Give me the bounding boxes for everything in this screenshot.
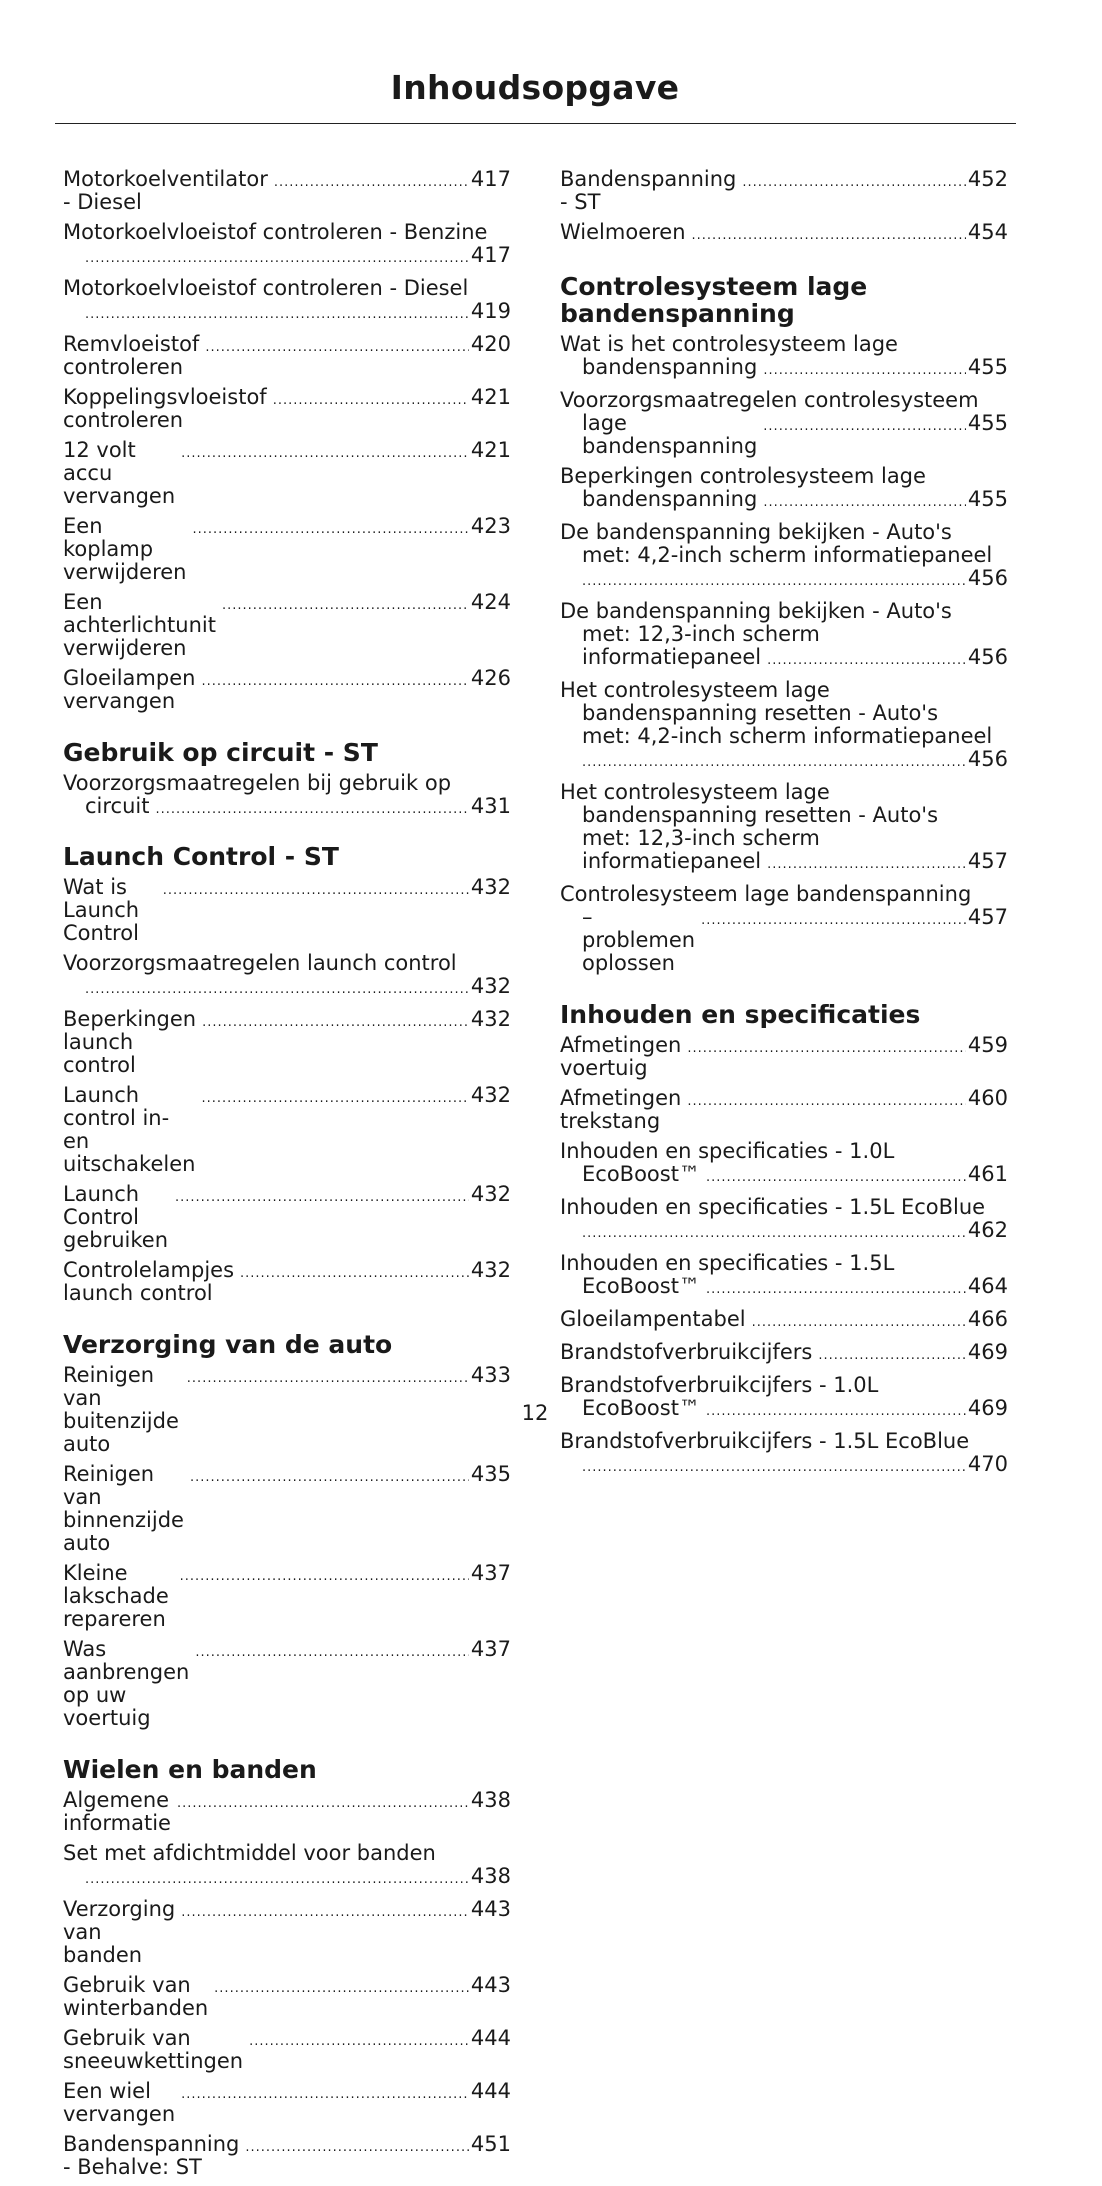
toc-entry[interactable]: Brandstofverbruikcijfers - 1.0L EcoBoost™ ..... 469	[560, 1374, 1008, 1423]
toc-entry[interactable]: Brandstofverbruikcijfers - 1.5L EcoBlue ..... 470	[560, 1430, 1008, 1479]
section-heading: Wielen en banden	[63, 1755, 317, 1784]
toc-entry[interactable]: Voorzorgsmaatregelen controlesysteem lage bandenspanning ..... 455	[560, 389, 1008, 458]
section-heading: Launch Control - ST	[63, 842, 339, 871]
toc-entry[interactable]: Controlesysteem lage bandenspanning – problemen oplossen ..... 457	[560, 883, 1008, 975]
toc-entry[interactable]: Bandenspanning - Behalve: ST ..... 451	[63, 2133, 511, 2179]
toc-entry[interactable]: Afmetingen trekstang ..... 460	[560, 1087, 1008, 1133]
section-heading: Controlesysteem lage bandenspanning	[560, 272, 868, 328]
toc-entry[interactable]: Kleine lakschade repareren ..... 437	[63, 1562, 511, 1631]
toc-section-verzorging-van-de-auto	[63, 1331, 511, 1730]
toc-entry[interactable]: Motorkoelvloeistof controleren - Diesel ..... 419	[63, 277, 511, 326]
toc-entry[interactable]: Gebruik van sneeuwkettingen ..... 444	[63, 2027, 511, 2073]
toc-entry[interactable]: 12 volt accu vervangen ..... 421	[63, 439, 511, 508]
toc-entry[interactable]: Een wiel vervangen ..... 444	[63, 2080, 511, 2126]
page-number: 12	[521, 1401, 549, 1425]
toc-entry[interactable]: Brandstofverbruikcijfers ..... 469	[560, 1341, 1008, 1367]
toc-entry[interactable]: Koppelingsvloeistof controleren ..... 421	[63, 386, 511, 432]
toc-entry[interactable]: Launch Control gebruiken ..... 432	[63, 1183, 511, 1252]
toc-entry[interactable]: Voorzorgsmaatregelen launch control ..... 432	[63, 952, 511, 1001]
toc-entry[interactable]: Wat is Launch Control ..... 432	[63, 876, 511, 945]
toc-entry[interactable]: Een achterlichtunit verwijderen ..... 424	[63, 591, 511, 660]
toc-entry[interactable]: Reinigen van binnenzijde auto ..... 435	[63, 1463, 511, 1555]
toc-entry[interactable]: Gloeilampen vervangen ..... 426	[63, 667, 511, 713]
section-heading: Gebruik op circuit - ST	[63, 738, 378, 767]
toc-entry[interactable]: Algemene informatie ..... 438	[63, 1789, 511, 1835]
toc-entry[interactable]: Inhouden en specificaties - 1.5L EcoBoost™ ..... 464	[560, 1252, 1008, 1301]
toc-entry[interactable]: Het controlesysteem lage bandenspanning resetten - Auto's met: 12,3-inch scherm informatiepaneel ..... 457	[560, 781, 1008, 876]
toc-entry[interactable]: Inhouden en specificaties - 1.5L EcoBlue ..... 462	[560, 1196, 1008, 1245]
toc-entry[interactable]: Beperkingen controlesysteem lage bandenspanning ..... 455	[560, 465, 1008, 514]
toc-entry[interactable]: Verzorging van banden ..... 443	[63, 1898, 511, 1967]
toc-entry[interactable]: Gloeilampentabel ..... 466	[560, 1308, 1008, 1334]
toc-entry[interactable]: Een koplamp verwijderen ..... 423	[63, 515, 511, 584]
toc-entry[interactable]: Afmetingen voertuig ..... 459	[560, 1034, 1008, 1080]
toc-entry[interactable]: Inhouden en specificaties - 1.0L EcoBoost™ ..... 461	[560, 1140, 1008, 1189]
toc-entry[interactable]: Motorkoelvloeistof controleren - Benzine ..... 417	[63, 221, 511, 270]
toc-entry[interactable]: De bandenspanning bekijken - Auto's met: 4,2-inch scherm informatiepaneel ..... 456	[560, 521, 1008, 593]
toc-entry[interactable]: Gebruik van winterbanden ..... 443	[63, 1974, 511, 2020]
toc-entry[interactable]: Remvloeistof controleren ..... 420	[63, 333, 511, 379]
title-divider	[55, 123, 1016, 124]
toc-section-controlesysteem-lage-bandenspanning	[560, 273, 1008, 975]
page-title: Inhoudsopgave	[390, 68, 680, 107]
toc-entry[interactable]: Het controlesysteem lage bandenspanning resetten - Auto's met: 4,2-inch scherm informatiepaneel ..... 456	[560, 679, 1008, 774]
toc-entry[interactable]: De bandenspanning bekijken - Auto's met: 12,3-inch scherm informatiepaneel ..... 456	[560, 600, 1008, 672]
toc-entry[interactable]: Beperkingen launch control ..... 432	[63, 1008, 511, 1077]
toc-right-column	[560, 168, 1008, 1486]
toc-entry[interactable]: Reinigen van buitenzijde auto ..... 433	[63, 1364, 511, 1456]
section-heading: Verzorging van de auto	[63, 1330, 393, 1359]
toc-entry[interactable]: Bandenspanning - ST ..... 452	[560, 168, 1008, 214]
toc-section-launch-control	[63, 843, 511, 1305]
toc-section-gebruik-op-circuit	[63, 739, 511, 821]
toc-entry[interactable]: Set met afdichtmiddel voor banden ..... 438	[63, 1842, 511, 1891]
toc-entry[interactable]: Voorzorgsmaatregelen bij gebruik op circuit ..... 431	[63, 772, 511, 821]
section-heading: Inhouden en specificaties	[560, 1000, 921, 1029]
toc-entry[interactable]: Wat is het controlesysteem lage bandenspanning ..... 455	[560, 333, 1008, 382]
toc-section-wielen-en-banden	[63, 1756, 511, 2179]
toc-entry[interactable]: Was aanbrengen op uw voertuig ..... 437	[63, 1638, 511, 1730]
toc-entry[interactable]: Controlelampjes launch control ..... 432	[63, 1259, 511, 1305]
toc-left-column	[63, 168, 511, 2186]
toc-entry[interactable]: Motorkoelventilator - Diesel ..... 417	[63, 168, 511, 214]
toc-entry[interactable]: Launch control in- en uitschakelen ..... 432	[63, 1084, 511, 1176]
toc-entry[interactable]: Wielmoeren ..... 454	[560, 221, 1008, 247]
